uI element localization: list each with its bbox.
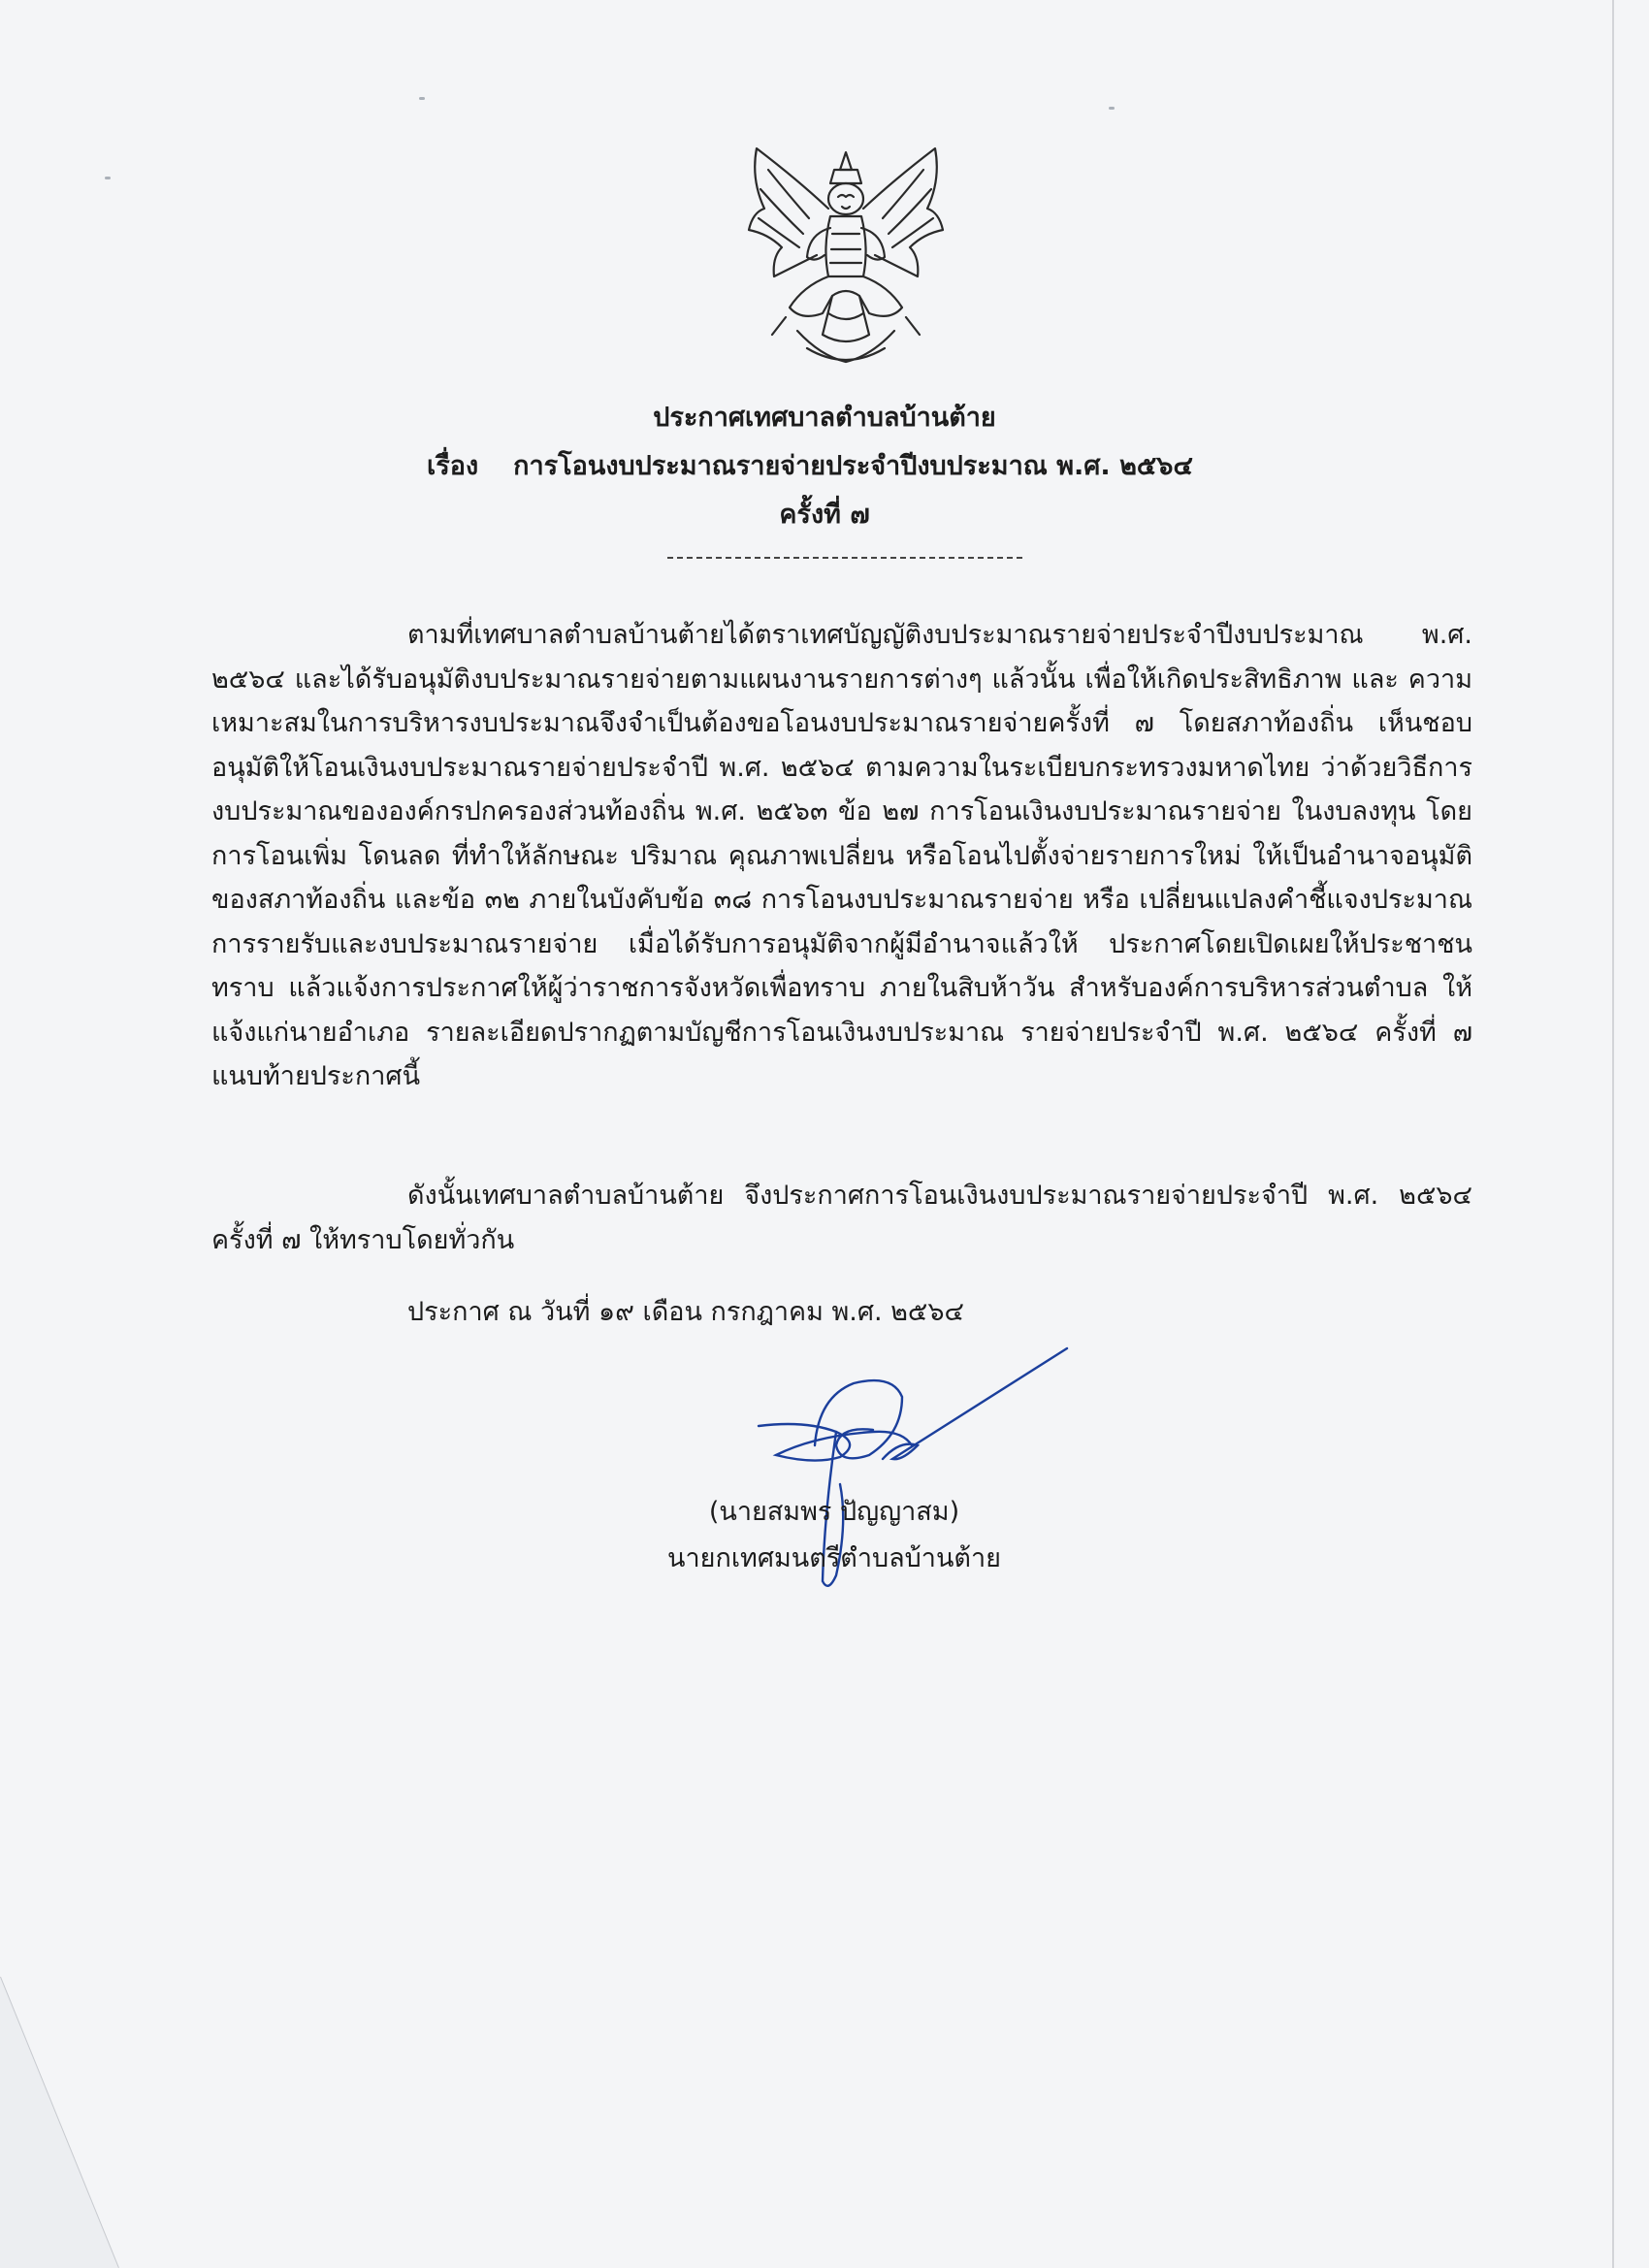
garuda-emblem-icon xyxy=(739,141,953,373)
body-paragraph-1: ตามที่เทศบาลตำบลบ้านต้ายได้ตราเทศบัญญัติงบประมาณรายจ่ายประจำปีงบประมาณ พ.ศ. ๒๕๖๔ และได้รับอนุมัติงบประมาณรายจ่ายตามแผนงานรายการต่างๆ แล้วนั้น เพื่อให้เกิดประสิทธิภาพ และ ความเหมาะสมในการบริหารงบประมาณจึงจำเป็นต้องขอโอนงบประมาณรายจ่ายครั้งที่ ๗ โดยสภาท้องถิ่น เห็นชอบอนุมัติให้โอนเงินงบประมาณรายจ่ายประจำปี พ.ศ. ๒๕๖๔ ตามความในระเบียบกระทรวงมหาดไทย ว่าด้วยวิธีการงบประมาณขององค์กรปกครองส่วนท้องถิ่น พ.ศ. ๒๕๖๓ ข้อ ๒๗ การโอนเงินงบประมาณรายจ่าย ในงบลงทุน โดยการโอนเพิ่ม โดนลด ที่ทำให้ลักษณะ ปริมาณ คุณภาพเปลี่ยน หรือโอนไปตั้งจ่ายรายการใหม่ ให้เป็นอำนาจอนุมัติของสภาท้องถิ่น และข้อ ๓๒ ภายในบังคับข้อ ๓๘ การโอนงบประมาณรายจ่าย หรือ เปลี่ยนแปลงคำชี้แจงประมาณการรายรับและงบประมาณรายจ่าย เมื่อได้รับการอนุมัติจากผู้มีอำนาจแล้วให้ ประกาศโดยเปิดเผยให้ประชาชนทราบ แล้วแจ้งการประกาศให้ผู้ว่าราชการจังหวัดเพื่อทราบ ภายในสิบห้าวัน สำหรับองค์การบริหารส่วนตำบล ให้แจ้งแก่นายอำเภอ รายละเอียดปรากฏตามบัญชีการโอนเงินงบประมาณ รายจ่ายประจำปี พ.ศ. ๒๕๖๔ ครั้งที่ ๗ แนบท้ายประกาศนี้ xyxy=(211,620,1472,1091)
page-fold-crease xyxy=(0,1938,126,2268)
scan-speck xyxy=(1109,107,1115,110)
signatory-name: (นายสมพร ปัญญาสม) xyxy=(708,1497,960,1527)
title-divider xyxy=(667,557,1022,559)
subject-label: เรื่อง xyxy=(427,451,479,481)
scan-speck xyxy=(419,97,425,100)
announcement-title: ประกาศเทศบาลตำบลบ้านต้าย xyxy=(653,403,996,433)
scan-speck xyxy=(105,177,111,179)
page-edge xyxy=(1612,0,1614,2268)
subject-text: การโอนงบประมาณรายจ่ายประจำปีงบประมาณ พ.ศ. ๒๕๖๔ xyxy=(513,451,1193,481)
announcement-date: ประกาศ ณ วันที่ ๑๙ เดือน กรกฎาคม พ.ศ. ๒๕๖๔ xyxy=(407,1297,964,1327)
subject-line xyxy=(427,444,1193,486)
occasion-number: ครั้งที่ ๗ xyxy=(779,500,870,530)
body-paragraph-2: ดังนั้นเทศบาลตำบลบ้านต้าย จึงประกาศการโอนเงินงบประมาณรายจ่ายประจำปี พ.ศ. ๒๕๖๔ ครั้งที่ ๗ ให้ทราบโดยทั่วกัน xyxy=(211,1181,1472,1255)
signatory-position: นายกเทศมนตรีตำบลบ้านต้าย xyxy=(667,1543,1001,1573)
